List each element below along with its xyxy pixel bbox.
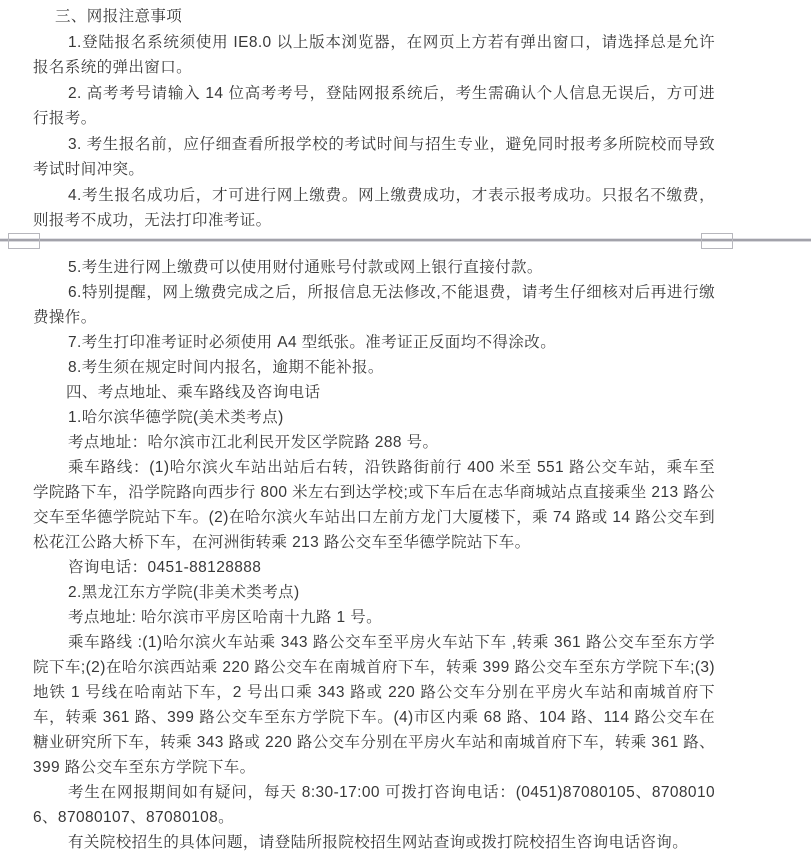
paragraph: 7.考生打印准考证时必须使用 A4 型纸张。准考证正反面均不得涂改。: [68, 333, 557, 351]
paragraph: 有关院校招生的具体问题，请登陆所报院校招生网站查询或拨打院校招生咨询电话咨询。: [68, 833, 689, 851]
paragraph: 8.考生须在规定时间内报名，逾期不能补报。: [68, 358, 384, 376]
paragraph: 考生在网报期间如有疑问，每天 8:30-17:00 可拨打咨询电话：(0451)87080105、87080106、87080107、87080108。: [33, 783, 715, 826]
paragraph: 2. 高考考号请输入 14 位高考考号，登陆网报系统后，考生需确认个人信息无误后，方可进行报考。: [33, 84, 715, 127]
paragraph: 2.黑龙江东方学院(非美术类考点): [68, 583, 300, 601]
page-1-text: [33, 4, 715, 234]
page-2: [0, 246, 811, 855]
paragraph: 4.考生报名成功后，才可进行网上缴费。网上缴费成功，才表示报考成功。只报名不缴费，则报考不成功，无法打印准考证。: [33, 186, 715, 229]
paragraph: 5.考生进行网上缴费可以使用财付通账号付款或网上银行直接付款。: [68, 258, 543, 276]
page-1: [0, 0, 811, 234]
paragraph: 考点地址: 哈尔滨市平房区哈南十九路 1 号。: [68, 608, 383, 626]
page-2-text: [33, 255, 715, 855]
paragraph: 1.登陆报名系统须使用 IE8.0 以上版本浏览器，在网页上方若有弹出窗口，请选择总是允许报名系统的弹出窗口。: [33, 33, 715, 76]
page-break-line: [0, 239, 811, 241]
paragraph: 6.特别提醒，网上缴费完成之后，所报信息无法修改,不能退费，请考生仔细核对后再进行缴费操作。: [33, 283, 715, 326]
paragraph: 1.哈尔滨华德学院(美术类考点): [68, 408, 284, 426]
paragraph: 乘车路线 :(1)哈尔滨火车站乘 343 路公交车至平房火车站下车 ,转乘 361 路公交车至东方学院下车;(2)在哈尔滨西站乘 220 路公交车在南城首府下车，转乘 399 路公交车至东方学院下车;(3)地铁 1 号线在哈南站下车，2 号出口乘 343 路或 220 路公交车分别在平房火车站和南城首府下车，转乘 361 路、399 路公交车至东方学院下车。(4)市区内乘 68 路、104 路、114 路公交车在糖业研究所下车，转乘 343 路或 220 路公交车分别在平房火车站和南城首府下车，转乘 361 路、399 路公交车至东方学院下车。: [33, 633, 715, 776]
paragraph: 咨询电话：0451-88128888: [68, 558, 262, 576]
page-break-divider: [0, 235, 811, 246]
paragraph: 乘车路线：(1)哈尔滨火车站出站后右转，沿铁路街前行 400 米至 551 路公交车站，乘车至学院路下车，沿学院路向西步行 800 米左右到达学校;或下车后在志华商城站点直接乘坐 213 路公交车至华德学院站下车。(2)在哈尔滨火车站出口左前方龙门大厦楼下，乘 74 路或 14 路公交车到松花江公路大桥下车，在河洲街转乘 213 路公交车至华德学院站下车。: [33, 458, 715, 551]
paragraph: 考点地址：哈尔滨市江北利民开发区学院路 288 号。: [68, 433, 439, 451]
page-corner-mark-left: [8, 233, 40, 249]
page-corner-mark-right: [701, 233, 733, 249]
paragraph: 三、网报注意事项: [55, 8, 183, 25]
paragraph: 四、考点地址、乘车路线及咨询电话: [66, 383, 321, 401]
paragraph: 3. 考生报名前，应仔细查看所报学校的考试时间与招生专业，避免同时报考多所院校而导致考试时间冲突。: [33, 135, 715, 178]
